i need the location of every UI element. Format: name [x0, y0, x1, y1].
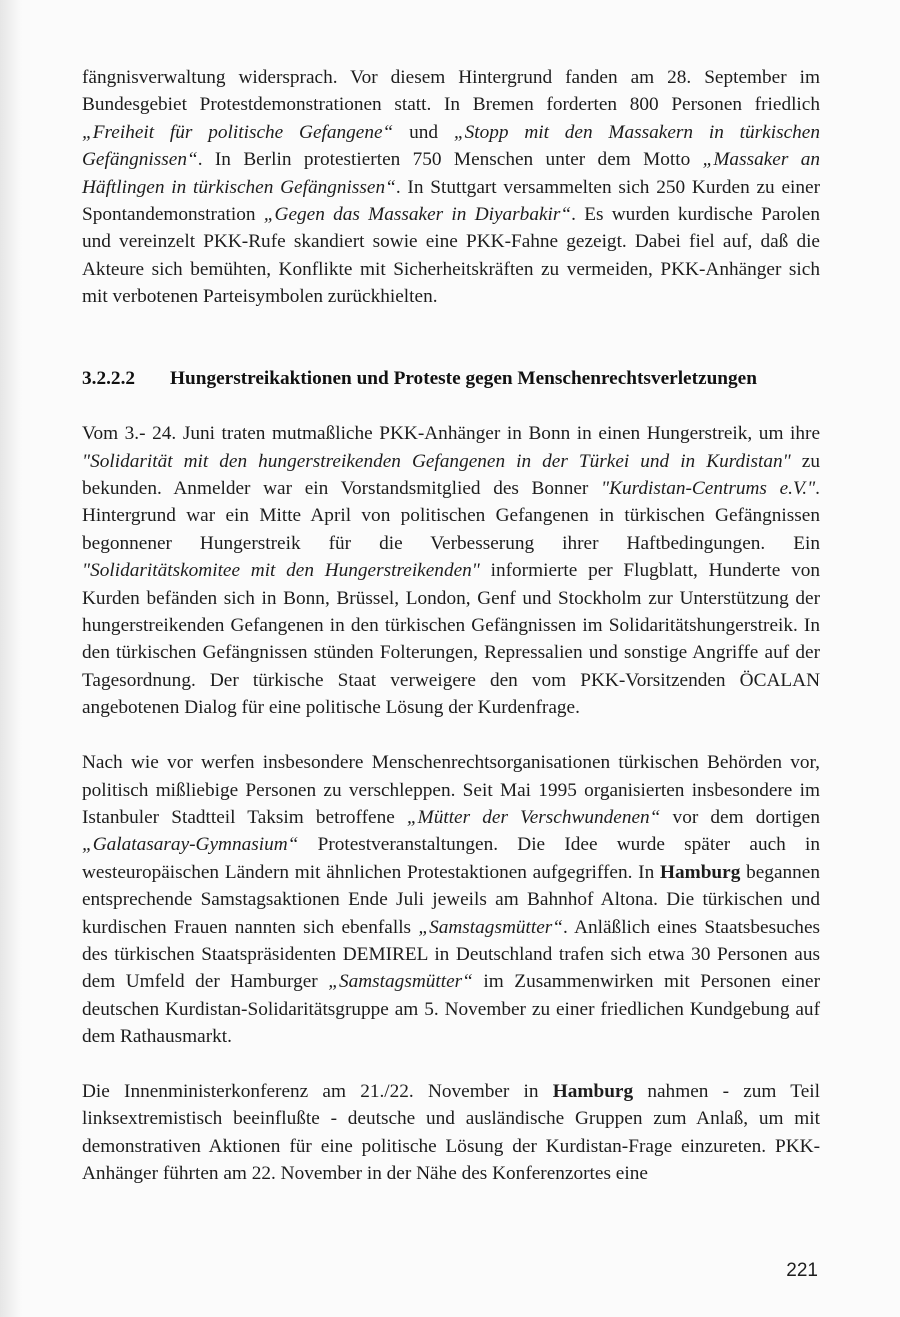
- text-run: . Es wurden kurdische Parolen und vereinzelt PKK-Rufe skandiert sowie eine PKK-Fahne gezeigt. Dabei fiel auf, daß die Akteure sich bemühten, Konflikte mit Sicherheitskräften zu vermeiden, PKK-Anhänger sich mit verbotenen Parteisymbolen zurückhielten.: [82, 204, 820, 308]
- text-run: nahmen - zum Teil linksextremistisch beeinflußte - deutsche und ausländische Gruppen zum Anlaß, um mit demonstrativen Aktionen für eine politische Lösung der Kurdistan-Frage einzureten. PKK-Anhänger führten am 22. November in der Nähe des Konferenzortes eine: [82, 1080, 820, 1185]
- page-edge-shadow: [0, 0, 22, 1317]
- quote-run: „Samstagsmütter“: [328, 971, 473, 993]
- quote-run: "Solidarität mit den hungerstreikenden Gefangenen in der Türkei und in Kurdistan": [82, 450, 791, 472]
- paragraph-gap: [82, 722, 820, 749]
- text-run: Die Innenministerkonferenz am 21./22. November in: [82, 1080, 553, 1102]
- text-run: informierte per Flugblatt, Hunderte von Kurden befänden sich in Bonn, Brüssel, London, Genf und Stockholm zur Unterstützung der hungerstreikenden Gefangenen in den türkischen Gefängnissen im Solidaritätshungerstreik. In den türkischen Gefängnissen stünden Folterungen, Repressalien und sonstige Angriffe auf der Tagesordnung. Der türkische Staat verweigere den vom PKK-Vorsitzenden ÖCALAN angebotenen Dialog für eine politische Lösung der Kurdenfrage.: [82, 560, 821, 719]
- paragraph-gap: [82, 1051, 820, 1078]
- quote-run: „Freiheit für politische Gefangene“: [82, 121, 394, 143]
- text-run: vor dem dortigen: [660, 806, 820, 828]
- text-run: im Zusammenwirken mit Personen einer deutschen Kurdistan-Solidaritätsgruppe am 5. November zu einer friedlichen Kundgebung auf dem Rathausmarkt.: [82, 971, 820, 1048]
- text-run: fängnisverwaltung widersprach. Vor diesem Hintergrund fanden am 28. September im Bundesgebiet Protestdemonstrationen statt. In Bremen forderten 800 Personen friedlich: [82, 67, 820, 116]
- paragraph-gap: [82, 311, 820, 338]
- quote-run: "Solidaritätskomitee mit den Hungerstreikenden": [82, 560, 480, 582]
- section-heading: [82, 365, 820, 392]
- section-title: Hungerstreikaktionen und Proteste gegen Menschenrechtsverletzungen: [170, 368, 757, 390]
- text-run: Nach wie vor werfen insbesondere Menschenrechtsorganisationen türkischen Behörden vor, politisch mißliebige Personen zu verschleppen. Seit Mai 1995 organisierten insbesondere im Istanbuler Stadtteil Taksim betroffene: [82, 752, 820, 828]
- paragraph-gap: [82, 393, 820, 420]
- paragraph-imk: [82, 1078, 820, 1188]
- quote-run: „Stopp mit den Massakern in türkischen Gefängnissen“: [82, 121, 820, 171]
- quote-run: „Samstagsmütter“: [418, 916, 564, 938]
- paragraph-hunger-strike: [82, 420, 820, 721]
- text-run: und: [393, 121, 454, 143]
- section-number: 3.2.2.2: [82, 368, 136, 390]
- text-run: . Hintergrund war ein Mitte April von politischen Gefangenen in türkischen Gefängnissen begonnener Hungerstreik für die Verbesserung ihrer Haftbedingungen. Ein: [82, 478, 820, 554]
- quote-run: „Mütter der Verschwundenen“: [406, 806, 661, 828]
- quote-run: „Massaker an Häftlingen in türkischen Gefängnissen“: [82, 149, 820, 198]
- emphasis-run: Hamburg: [660, 861, 741, 883]
- text-run: begannen entsprechende Samstagsaktionen Ende Juli jeweils am Bahnhof Altona. Die türkischen und kurdischen Frauen nannten sich ebenfalls: [82, 861, 820, 938]
- text-run: . In Stuttgart versammelten sich 250 Kurden zu einer Spontandemonstration: [82, 176, 821, 226]
- paragraph-gap: [82, 338, 820, 365]
- text-run: Protestveranstaltungen. Die Idee wurde später auch in westeuropäischen Ländern mit ähnlichen Protestaktionen aufgegriffen. In: [82, 834, 820, 883]
- text-run: . In Berlin protestierten 750 Menschen unter dem Motto: [197, 149, 703, 171]
- paragraph-protests: [82, 64, 820, 311]
- paragraph-saturday-mothers: [82, 749, 820, 1050]
- page-number: 221: [786, 1260, 818, 1281]
- text-run: zu bekunden. Anmelder war ein Vorstandsmitglied des Bonner: [82, 450, 820, 500]
- body-text: [82, 64, 820, 1188]
- text-run: . Anläßlich eines Staatsbesuches des türkischen Staatspräsidenten DEMIREL in Deutschland trafen sich etwa 30 Personen aus dem Umfeld der Hamburger: [82, 916, 821, 993]
- emphasis-run: Hamburg: [552, 1080, 634, 1102]
- text-run: Vom 3.- 24. Juni traten mutmaßliche PKK-Anhänger in Bonn in einen Hungerstreik, um ihre: [82, 423, 820, 445]
- quote-run: „Galatasaray-Gymnasium“: [82, 834, 299, 856]
- quote-run: "Kurdistan-Centrums e.V.": [600, 478, 816, 500]
- quote-run: „Gegen das Massaker in Diyarbakir“: [263, 204, 572, 226]
